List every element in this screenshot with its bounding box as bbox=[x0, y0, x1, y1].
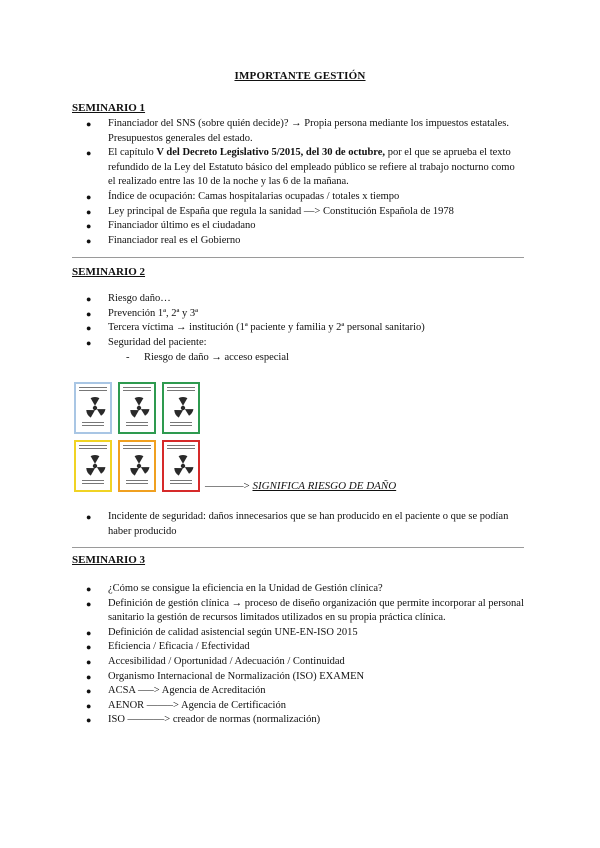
bullet-icon: ● bbox=[86, 148, 92, 159]
bullet-icon: ● bbox=[86, 119, 92, 129]
list-item: ● ISO —–——> creador de normas (normalización) bbox=[72, 713, 524, 728]
dash-icon: - bbox=[126, 352, 130, 363]
bullet-icon: ● bbox=[86, 221, 92, 232]
bullet-icon: ● bbox=[86, 235, 92, 246]
trefoil-icon bbox=[128, 397, 150, 419]
section-divider bbox=[72, 547, 524, 548]
sub-list-item: - Riesgo de daño → acceso especial bbox=[126, 352, 289, 363]
radiation-sign-orange bbox=[118, 440, 156, 492]
seminar-2-list bbox=[72, 292, 524, 350]
list-item: ● AENOR ——–> Agencia de Certificación bbox=[72, 699, 524, 714]
trefoil-icon bbox=[84, 455, 106, 477]
bullet-icon: ● bbox=[86, 308, 92, 319]
bullet-icon: ● bbox=[86, 671, 92, 682]
list-item: ● Riesgo daño… bbox=[72, 292, 524, 307]
bullet-icon: ● bbox=[86, 700, 92, 711]
list-item: ● Tercera víctima → institución (1ª paciente y familia y 2ª personal sanitario) bbox=[72, 321, 524, 336]
list-item: ● ¿Cómo se consigue la eficiencia en la Unidad de Gestión clínica? bbox=[72, 582, 524, 597]
trefoil-icon bbox=[84, 397, 106, 419]
bullet-icon: ● bbox=[86, 294, 92, 304]
seminar-2-heading: SEMINARIO 2 bbox=[72, 266, 146, 278]
bullet-icon: ● bbox=[86, 627, 92, 638]
seminar-3-heading: SEMINARIO 3 bbox=[72, 554, 146, 566]
trefoil-icon bbox=[128, 455, 150, 477]
radiation-sign-green-1 bbox=[118, 382, 156, 434]
bullet-icon: ● bbox=[86, 715, 92, 726]
seminar-3-list bbox=[72, 582, 524, 728]
bullet-icon: ● bbox=[86, 512, 92, 522]
list-item: ● Definición de gestión clínica → proceso de diseño organización que permite incorporar al personal sanitario la gestión de recursos limitados utilizados en su propia práctica clínica. bbox=[86, 597, 524, 624]
list-item: ● Definición de calidad asistencial según UNE-EN-ISO 2015 bbox=[72, 626, 524, 641]
bullet-icon: ● bbox=[86, 656, 92, 667]
list-item: ● Prevención 1ª, 2ª y 3ª bbox=[72, 307, 524, 322]
list-item: ● Financiador del SNS (sobre quién decide)? → Propia persona mediante los impuestos estatales. Presupuestos generales del estado. bbox=[86, 118, 509, 144]
list-item: ● Eficiencia / Eficacia / Efectividad bbox=[72, 640, 524, 655]
seminar-1-heading: SEMINARIO 1 bbox=[72, 102, 146, 114]
trefoil-icon bbox=[172, 397, 194, 419]
radiation-sign-light-blue bbox=[74, 382, 112, 434]
list-item: ● ACSA —–> Agencia de Acreditación bbox=[72, 684, 524, 699]
section-divider bbox=[72, 257, 524, 258]
list-item: ● Ley principal de España que regula la sanidad —> Constitución Española de 1978 bbox=[72, 205, 524, 220]
radiation-signs-image bbox=[72, 382, 202, 494]
risk-annotation-label: SIGNIFICA RIESGO DE DAÑO bbox=[252, 480, 397, 492]
list-item: ● Accesibilidad / Oportunidad / Adecuación / Continuidad bbox=[72, 655, 524, 670]
trefoil-icon bbox=[172, 455, 194, 477]
seminar-1-list bbox=[72, 117, 524, 248]
bullet-icon: ● bbox=[86, 323, 92, 334]
bullet-icon: ● bbox=[86, 206, 92, 217]
list-item: ● Financiador real es el Gobierno bbox=[72, 234, 524, 249]
bullet-icon: ● bbox=[86, 598, 92, 609]
bullet-icon: ● bbox=[86, 686, 92, 697]
radiation-sign-yellow bbox=[74, 440, 112, 492]
list-item: ● Índice de ocupación: Camas hospitalarias ocupadas / totales x tiempo bbox=[72, 190, 524, 205]
list-item: ● Seguridad del paciente: bbox=[72, 336, 524, 351]
bullet-icon: ● bbox=[86, 584, 92, 594]
bullet-icon: ● bbox=[86, 642, 92, 653]
bullet-icon: ● bbox=[86, 337, 92, 348]
radiation-sign-red bbox=[162, 440, 200, 492]
list-item: ● Financiador último es el ciudadano bbox=[72, 219, 524, 234]
seminar-2-list-continued bbox=[72, 510, 524, 539]
bullet-icon: ● bbox=[86, 191, 92, 202]
list-item: ● Organismo Internacional de Normalización (ISO) EXAMEN bbox=[72, 670, 524, 685]
page-title: IMPORTANTE GESTIÓN bbox=[234, 70, 366, 82]
risk-annotation: ———–> SIGNIFICA RIESGO DE DAÑO bbox=[205, 480, 397, 492]
list-item: ● Incidente de seguridad: daños innecesarios que se han producido en el paciente o que se podían haber producido bbox=[86, 511, 509, 537]
list-item: ● El capítulo V del Decreto Legislativo 5/2015, del 30 de octubre, por el que se aprueba el texto refundido de la Ley del Estatuto básico del empleado público se refiere al trabajo nocturno como el realizado entre las 10 de la noche y las 6 de la mañana. bbox=[86, 147, 515, 188]
radiation-sign-green-2 bbox=[162, 382, 200, 434]
